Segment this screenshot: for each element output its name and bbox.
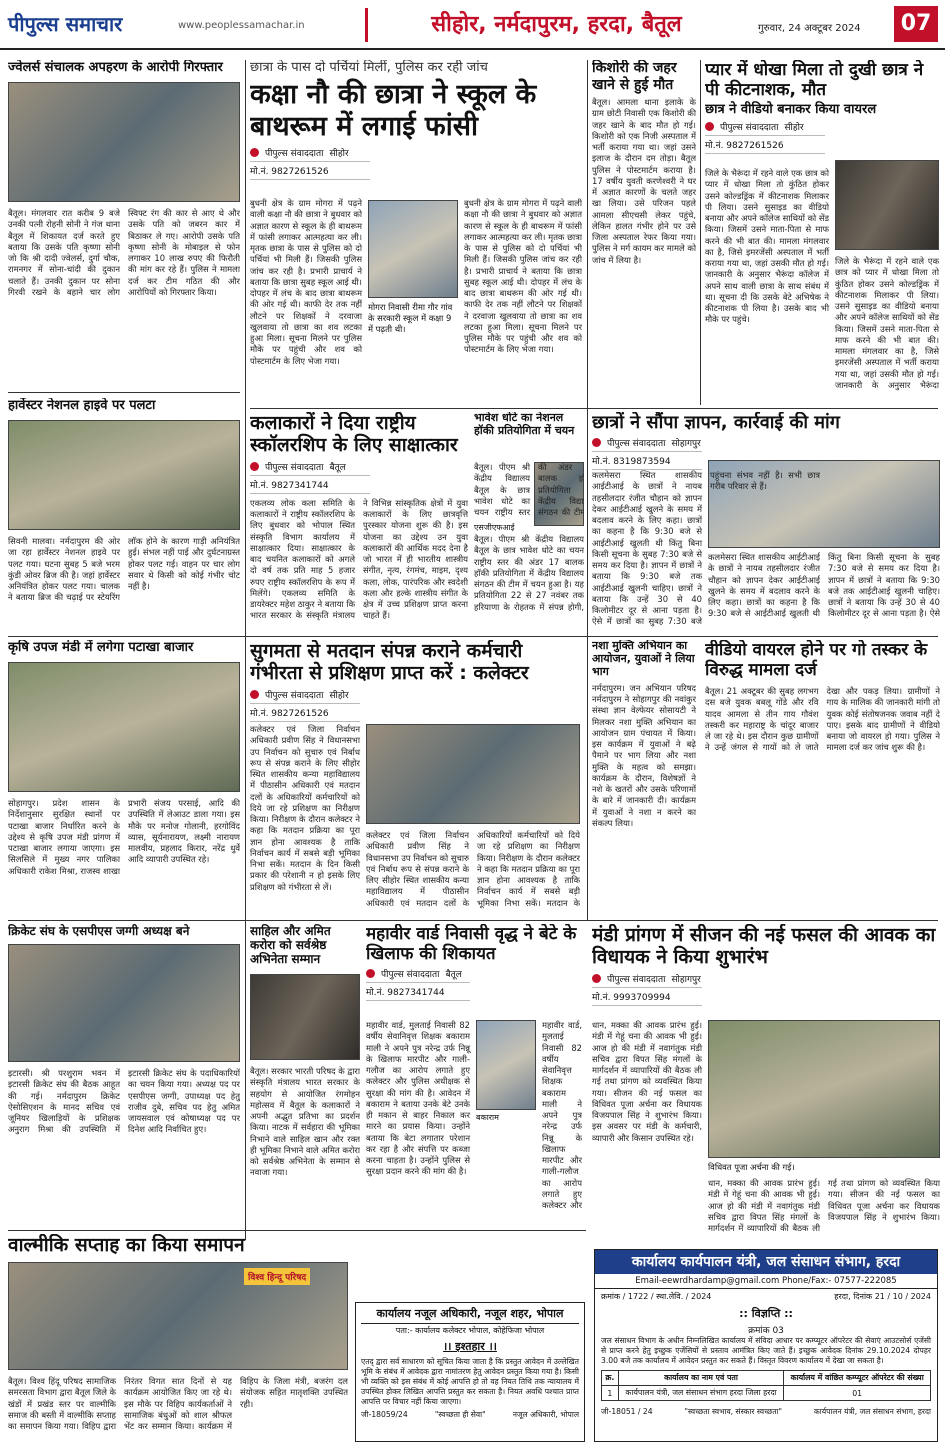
headline: प्यार में धोखा मिला तो दुखी छात्र ने पी कीटनाशक, मौत [705, 60, 924, 101]
story-jeweller-kidnap [8, 60, 240, 388]
story-body: सोहागपुर। प्रदेश शासन के निर्देशानुसार सुरक्षित स्थानों पर पटाखा बाजार निर्धारित करने के उद्देश्य से कृषि उपज मंडी प्रांगण में पटाखा बाजार लगाया जाएगा। इस सिलसिले में मुख्य नगर पालिका अधिकारी राकेश मिश्रा, राजस्व शाखा प्रभारी संजय परसाई, आदि की उपस्थिति में लेआउट डाला गया। इस मौके पर मनोज गोलानी, हरगोविंद व्यास, सूर्यनारायण, लक्ष्मी नारायण मालवीय, प्रहलाद किरार, नरेंद्र धुर्वे आदि व्यापारी उपस्थित रहे। [8, 798, 240, 876]
story-body-cont: कलेक्टर एवं जिला निर्वाचन अधिकारी प्रवीण सिंह ने विधानसभा उप निर्वाचन को सुचारु एवं निर्बाध रूप से संपन्न कराने के लिए सीहोर स्थित शासकीय कन्या महाविद्यालय में पीठासीन अधिकारी एवं मतदान दलों के अधिकारियों कर्मचारियों को दिये जा रहे प्रशिक्षण का निरीक्षण किया। निरीक्षण के दौरान कलेक्टर ने कहा कि मतदान प्रक्रिया का पूरा ज्ञान होना आवश्यक है ताकि निर्वाचन कार्य में सबसे बड़ी भूमिका निभा सकें। मतदान के [366, 830, 580, 908]
water-resources-advert [594, 1249, 938, 1442]
photo-mla-pooja [708, 1020, 940, 1158]
story-artists-scholarship [250, 412, 468, 630]
table-row: 1 कार्यपालन यंत्री, जल संसाधन संभाग हरदा जिला हरदा 01 [602, 1386, 931, 1401]
advert-contact[interactable]: Email-eewrdhardamp@gmail.com Phone/Fax:- 07577-222085 [595, 1274, 937, 1289]
advert-heading: :: विज्ञप्ति :: [739, 1307, 793, 1320]
headline: कृषि उपज मंडी में लगेगा पटाखा बाजार [8, 640, 194, 655]
notice-heading: ।। इश्तहार ।। [443, 1340, 497, 1353]
advert-body: जल संसाधन विभाग के अधीन निम्नलिखित कार्यालय में संविदा आधार पर कम्प्यूटर ऑपरेटर की सेवाएं आउटसोर्स एजेंसी से प्राप्त करने हेतु इच्छुक एजेंसियों से प्रस्ताव आमंत्रित किए जाते हैं। इच्छुक आवेदक दिनांक 29.10.2024 दोपहर 3.00 बजे तक कार्यालय में आवेदन प्रस्तुत कर सकते हैं। विस्तृत विवरण कार्यालय में देखा जा सकता है। [601, 1336, 931, 1366]
headline: मंडी प्रांगण में सीजन की नई फसल की आवक का विधायक ने किया शुभारंभ [592, 924, 936, 969]
story-students-memo [592, 412, 940, 630]
story-body: बैतूल। सरकार भारती परिषद के द्वारा संस्कृति मंत्रालय भारत सरकार के सहयोग से आयोजित रंगमोहन महोत्सव में बैतूल के कलाकारों ने अपनी अद्भुत प्रतिभा का प्रदर्शन किया। नाटक में सर्वहारा की भूमिका निभाने वाले साहिल खान और रक्त ही भूमिका निभाने वाले अमित करोरा को सर्वश्रेष्ठ अभिनेता के सम्मान से नवाजा गया। [250, 1066, 360, 1178]
photo-accused [8, 82, 240, 202]
story-best-actor [250, 924, 360, 1224]
section-divider [8, 1230, 586, 1231]
banner-vhp: विश्व हिन्दू परिषद [244, 1268, 310, 1285]
subheadline: छात्र ने वीडियो बनाकर किया वायरल [705, 102, 877, 118]
story-cracker-market [8, 640, 240, 915]
story-cow-smuggler [705, 640, 940, 915]
story-student-pesticide [705, 60, 940, 400]
byline-dot-icon [592, 438, 601, 447]
byline: पीपुल्स संवाददाता सीहोर [250, 146, 582, 159]
story-body: बैतूल। आमला थाना इलाके के ग्राम छोटी निवासी एक किशोरी की जहर खाने के बाद मौत हो गई। किशोरी को एक निजी अस्पताल में भर्ती कराया गया था। जहां उसने इलाज के दौरान दम तोड़ा। बैतूल पुलिस ने पोस्टमार्टम कराया है। 17 वर्षीय युवती करणेश्वरी ने घर में अज्ञात कारणों के चलते जहर खा लिया। उसे परिजन पहले आमला सीएचसी लेकर पहुंचे, लेकिन हालत गंभीर होने पर उसे जिला अस्पताल रेफर किया गया। पुलिस ने मर्ग कायम कर मामले को जांच में लिया है। [592, 97, 696, 265]
headline: भावेश धोटे का नेशनल हॉकी प्रतियोगिता में चयन [474, 412, 575, 437]
advert-reference: क्रमांक / 1722 / स्था.लेवि. / 2024 हरदा, दिनांक 21 / 10 / 2024 [601, 1292, 931, 1301]
story-drug-free-campaign [592, 640, 696, 915]
story-body: बैतूल। मंगलवार रात करीब 9 बजे उनकी पत्नी रोहनी सोनी ने गंज थाना बैतूल में शिकायत दर्ज करते हुए बताया कि उसके पति कृष्णा सोनी जो कि श्री दादी ज्वेलर्स, दुर्गा चौक, रामनगर में सोना-चांदी की दुकान चलाते हैं। उनकी दुकान पर सोना गिरवी रखने के बहाने चार लोग स्विफ्ट रंग की कार से आए थे और उसके पति को जबरन कार में बिठाकर ले गए। आरोपी उसके पति कृष्णा सोनी के मोबाइल से फोन लगाकर 10 लाख रुपए की फिरौती की मांग कर रहे हैं। पुलिस ने मामला दर्ज कर टीम गठित की और आरोपियों को गिरफ्तार किया। [8, 208, 240, 297]
reporter-phone: मो.नं. 9993709994 [592, 987, 702, 1006]
story-body: कलमेसरा स्थित शासकीय आईटीआई के छात्रों ने नायब तहसीलदार रंजीत चौहान को ज्ञापन देकर आईटीआई खुलने के समय में बदलाव करने के लिए कहा। छात्रों का कहना है कि 9:30 बजे से आईटीआई खुलती थी किंतु बिना किसी सूचना के सुबह 7:30 बजे से समय कर दिया है। ज्ञापन में छात्रों ने बताया कि 9:30 बजे तक आईटीआई खुलनी चाहिए। छात्रों ने बताया कि उन्हें 30 से 40 किलोमीटर दूर से आना पड़ता है। ऐसे में छात्रों का सुबह 7:30 बजे [592, 470, 702, 627]
story-body: बैतूल। 21 अक्टूबर की सुबह लगभग दस बजे युवक बबलू गोंडे और रवि यादव आमला से तीन गाय गौवंश तस्करी कर महाराष्ट्र के चांदूर बाजार ले जा रहे थे। इस दौरान कुछ ग्रामीणों ने उन्हें जंगल से गायों को ले जाते देखा और पकड़ लिया। ग्रामीणों ने गाय के मालिक की जानकारी मांगी तो युवक कोई संतोषजनक जवाब नहीं दे पाए। इसके बाद ग्रामीणों ने वीडियो बनाया जो वायरल हो गया। पुलिस ने मामला दर्ज कर जांच शुरू की है। [705, 686, 940, 753]
newspaper-brand: पीपुल्स समाचार [8, 12, 123, 36]
notice-title: कार्यालय नजूल अधिकारी, नजूल शहर, भोपाल [361, 1306, 579, 1324]
story-body: बैतूल। विश्व हिंदू परिषद सामाजिक समरसता विभाग द्वारा बैतूल जिले के खंडों में प्रखंड स्तर पर वाल्मीकि समाज की बस्ती में वाल्मीकि सप्ताह का समापन किया गया। विहिप द्वारा निरंतर विगत सात दिनों से यह कार्यक्रम आयोजित किए जा रहे थे। इस मौके पर विहिप कार्यकर्ताओं ने सामाजिक बंधुओं को शाल श्रीफल भेंट कर सम्मान किया। कार्यक्रम में विहिप के जिला मंत्री, बजरंग दल संयोजक सहित मातृशक्ति उपस्थित रही। [8, 1376, 348, 1431]
story-body-cont: महावीर वार्ड, मुलताई निवासी 82 वर्षीय सेवानिवृत्त शिक्षक बकाराम माली ने अपने पुत्र नरेन्द्र उर्फ निन्नू के खिलाफ मारपीट और गाली-गलौज का आरोप लगाते हुए कलेक्टर और [542, 1020, 582, 1210]
photo-mandi [8, 662, 240, 792]
headline: वीडियो वायरल होने पर गो तस्कर के विरुद्ध मामला दर्ज [705, 640, 928, 681]
headline: ज्वेलर्स संचालक अपहरण के आरोपी गिरफ्तार [8, 60, 223, 75]
photo-caption: विधिवत पूजा अर्चना की गई। [708, 1162, 795, 1172]
notice-address: पता:- कार्यालय कलेक्टर भोपाल, कोहेफिजा भोपाल [395, 1326, 545, 1335]
reporter-phone: मो.नं. 9827261526 [705, 135, 825, 154]
story-mandi-inauguration [592, 924, 940, 1242]
headline: नशा मुक्ति अभियान का आयोजन, युवाओं ने लिया भाग [592, 640, 695, 678]
story-body-cont: बुधनी क्षेत्र के ग्राम मोगरा में पढ़ने वाली कक्षा नौ की छात्रा ने बुधवार को अज्ञात कारण से स्कूल के ही बाथरूम में फांसी लगाकर आत्महत्या कर ली। मृतक छात्रा के पास से पुलिस को दो पर्चियां भी मिली हैं। जिसकी पुलिस जांच कर रही है। प्रभारी प्राचार्य ने बताया कि छात्रा सुबह स्कूल आई थी। दोपहर में लंच के बाद छात्रा बाथरूम की ओर गई थी। काफी देर तक नहीं लौटने पर शिक्षकों ने दरवाजा खुलवाया तो छात्रा का शव लटका हुआ मिला। सूचना मिलने पर पुलिस मौके पर पहुंची और शव को पोस्टमार्टम के लिए भेजा गया। [464, 198, 582, 355]
story-body: धान, मक्का की आवक प्रारंभ हुई। मंडी में गेहूं चना की आवक भी हुई। आज हो की मंडी में नवागंतुक मंडी सचिव द्वारा विपत सिंह मंगलों के मार्गदर्शन में व्यापारियों की बैठक ली गई तथा प्रांगण को व्यवस्थित किया गया। सीजन की नई फसल का विधिवत पूजा अर्चना कर विधायक विजयपाल सिंह ने शुभारंभ किया। इस अवसर पर मंडी के कर्मचारी, व्यापारी और किसान उपस्थित रहे। [592, 1020, 702, 1143]
byline-dot-icon [366, 969, 375, 978]
headline: सुगमता से मतदान संपन्न कराने कर्मचारी गंभीरता से प्रशिक्षण प्राप्त करें : कलेक्टर [250, 640, 529, 685]
reporter-phone: मो.नं. 9827261526 [250, 703, 360, 722]
story-body: कलेक्टर एवं जिला निर्वाचन अधिकारी प्रवीण सिंह ने विधानसभा उप निर्वाचन को सुचारु एवं निर्बाध रूप से संपन्न कराने के लिए सीहोर स्थित शासकीय कन्या महाविद्यालय में पीठासीन अधिकारी एवं मतदान दलों के अधिकारियों कर्मचारियों को दिये जा रहे प्रशिक्षण का निरीक्षण किया। निरीक्षण के दौरान कलेक्टर ने कहा कि मतदान प्रक्रिया का पूरा ज्ञान होना आवश्यक है ताकि निर्वाचन कार्य में सबसे बड़ी भूमिका निभा सकें। मतदान के दिन किसी प्रकार की परेशानी न हो इसके लिए प्रशिक्षण को गंभीरता से लें। [250, 724, 360, 892]
headline: साहिल और अमित करोरा को सर्वश्रेष्ठ अभिनेता सम्मान [250, 924, 331, 967]
byline-dot-icon [705, 122, 714, 131]
story-harvester-overturn [8, 398, 240, 630]
headline: कलाकारों ने दिया राष्ट्रीय स्कॉलरशिप के लिए साक्षात्कार [250, 412, 458, 457]
advert-office: कार्यालय कार्यपालन यंत्री, जल संसाधन संभाग, हरदा [595, 1250, 937, 1274]
byline: पीपुल्स संवाददाता सोहागपुर [592, 436, 940, 449]
headline: किशोरी की जहर खाने से हुई मौत [592, 60, 677, 93]
section-divider [250, 408, 938, 409]
story-body-cont: जिले के भैरूंदा में रहने वाले एक छात्र को प्यार में धोखा मिला तो कुंठित होकर उसने कोल्डड्रिंक में कीटनाशक मिलाकर पी लिया। उसने सुसाइड का वीडियो बनाया और अपने कॉलेज साथियों को सेंड किया। जिसमें उसने माता-पिता से माफ करने की भी बात की। मामला मंगलवार का है, जिसे इमरजेंसी अस्पताल में भर्ती कराया गया था, जहां उसकी मौत हो गई। जानकारी के अनुसार भैरूंदा [835, 256, 939, 390]
advert-subheading: क्रमांक 03 [748, 1326, 784, 1336]
story-valmiki-week [8, 1234, 348, 1442]
story-body: इटारसी। श्री परशुराम भवन में इटारसी क्रिकेट संघ की बैठक आहूत की गई। नर्मदापुरम क्रिकेट ऐसोसिएशन के मानद सचिव एवं जूनियर खिलाड़ियों के प्रशिक्षक अनुराग मिश्रा की उपस्थिति में इटारसी क्रिकेट संघ के पदाधिकारियों का चयन किया गया। अध्यक्ष पद पर एसपीएस जग्गी, उपाध्यक्ष पद हेतु राजीव दुबे, सचिव पद हेतु अमित जायसवाल एवं कोषाध्यक्ष पद पर दिनेश आदि निर्वाचित हुए। [8, 1068, 240, 1135]
districts-banner: सीहोर, नर्मदापुरम, हरदा, बैतूल [365, 8, 745, 42]
kicker: छात्रा के पास दो पर्चियां मिलीं, पुलिस कर रही जांच [250, 60, 488, 75]
story-body: महावीर वार्ड, मुलताई निवासी 82 वर्षीय सेवानिवृत्त शिक्षक बकाराम माली ने अपने पुत्र नरेन्द्र उर्फ निन्नू के खिलाफ मारपीट और गाली-गलौज का आरोप लगाते हुए कलेक्टर और पुलिस अधीक्षक से सुरक्षा की मांग की है। आवेदन में बकाराम ने बताया उनके बेटे उनके ही मकान से बाहर निकाल कर मारने का प्रयास किया। उन्होंने बताया कि बेटा लगातार परेशान कर रहा है और संपत्ति पर कब्जा करना चाहता है। उन्होंने पुलिस से सुरक्षा प्रदान करने की मांग की है। [366, 1020, 470, 1177]
notice-footer: जी-18059/24 "स्वच्छता ही सेवा" नजूल अधिकारी, भोपाल [361, 1410, 579, 1420]
reporter-phone: मो.नं. 9827341744 [250, 475, 370, 494]
column-divider [587, 60, 588, 920]
story-body-cont: बैतूल। पीएम श्री केंद्रीय विद्यालय बैतूल के छात्र भावेश धोटे का चयन राष्ट्रीय स्तर की अंडर 17 बालक हॉकी प्रतियोगिता में केंद्रीय विद्यालय संगठन की टीम में चयन हुआ है। यह प्रतियोगिता 22 से 27 नवंबर तक हरियाणा के रोहतक में संपन्न होगी, [474, 534, 584, 612]
column-divider [245, 60, 246, 1240]
reporter-phone: मो.नं. 8319873594 [592, 451, 702, 470]
story-body-cont: कलमेसरा स्थित शासकीय आईटीआई के छात्रों ने नायब तहसीलदार रंजीत चौहान को ज्ञापन देकर आईटीआई खुलने के समय में बदलाव करने के लिए कहा। छात्रों का कहना है कि 9:30 बजे से आईटीआई खुलती थी किंतु बिना किसी सूचना के सुबह 7:30 बजे से समय कर दिया है। ज्ञापन में छात्रों ने बताया कि 9:30 बजे तक आईटीआई खुलनी चाहिए। छात्रों ने बताया कि उन्हें 30 से 40 किलोमीटर दूर से आना पड़ता है। ऐसे [708, 552, 940, 619]
story-body: एकलव्य लोक कला समिति के कलाकारों ने राष्ट्रीय स्कॉलरशिप के लिए बुधवार को भोपाल स्थित संस्कृति विभाग कार्यालय में साक्षात्कार दिया। साक्षात्कार के बाद चयनित कलाकारों को अगले दो वर्ष तक प्रति माह 5 हजार रुपए राष्ट्रीय स्कॉलरशिप के रूप में मिलेंगे। एकलव्य समिति के डायरेक्टर महेश ठाकुर ने बताया कि भारत सरकार के संस्कृति मंत्रालय ने विभिन्न सांस्कृतिक क्षेत्रों में युवा कलाकारों के लिए छात्रवृत्ति पुरस्कार योजना शुरू की है। इस योजना का उद्देश्य उन युवा कलाकारों की आर्थिक मदद देना है जो भारत में ही भारतीय शास्त्रीय संगीत, नृत्य, रंगमंच, माइम, दृश्य कला, लोक, पारंपरिक और स्वदेशी कला और हल्के शास्त्रीय संगीत के क्षेत्र में उच्च प्रशिक्षण प्राप्त करना चाहते हैं। [250, 497, 468, 621]
photo-label: एसजीएफआई [474, 523, 515, 532]
section-divider [8, 920, 938, 921]
headline: हार्वेस्टर नेशनल हाइवे पर पलटा [8, 398, 156, 413]
photo-cricket-members [8, 944, 240, 1062]
photo-student [835, 160, 939, 250]
byline-dot-icon [592, 974, 601, 983]
story-body: बैतूल। पीएम श्री केंद्रीय विद्यालय बैतूल के छात्र भावेश धोटे का चयन राष्ट्रीय स्तर [474, 462, 530, 517]
photo-caption: बकाराम [476, 1113, 499, 1122]
story-body: सिवनी मालवा। नर्मदापुरम की ओर जा रहा हार्वेस्टर नेशनल हाइवे पर पलट गया। घटना सुबह 5 बजे भरम कुंडी ओवर ब्रिज की है। जहां हार्वेस्टर अनियंत्रित होकर पलट गया। चालक ने बताया ब्रिज की चढ़ाई पर स्टेयरिंग लॉक होने के कारण गाड़ी अनियंत्रित हुई। संभल नहीं पाई और दुर्घटनाग्रस्त होकर पलट गई। वाहन पर चार लोग सवार थे किसी को कोई गंभीर चोट नहीं है। [8, 536, 240, 603]
headline: वाल्मीकि सप्ताह का किया समापन [8, 1234, 245, 1256]
photo-school [368, 200, 458, 298]
story-body-cont: धान, मक्का की आवक प्रारंभ हुई। मंडी में गेहूं चना की आवक भी हुई। आज हो की मंडी में नवागंतुक मंडी सचिव द्वारा विपत सिंह मंगलों के मार्गदर्शन में व्यापारियों की बैठक ली गई तथा प्रांगण को व्यवस्थित किया गया। सीजन की नई फसल का विधिवत पूजा अर्चना कर विधायक विजयपाल सिंह ने शुभारंभ किया। [708, 1178, 940, 1233]
byline: पीपुल्स संवाददाता बैतूल [366, 967, 582, 980]
byline-dot-icon [250, 462, 259, 471]
story-cricket-association [8, 924, 240, 1224]
story-hockey-selection [474, 412, 584, 630]
reporter-phone: मो.नं. 9827341744 [366, 982, 470, 1001]
notice-body: एतद् द्वारा सर्व साधारण को सूचित किया जाता है कि प्रस्तुत आवेदन में उल्लेखित भूमि के संबंध में आवेदक द्वारा नामांतरण हेतु आवेदन प्रस्तुत किया गया है। किसी भी व्यक्ति को इस संबंध में कोई आपत्ति हो तो वह नियत तिथि तक न्यायालय में उपस्थित होकर लिखित आपत्ति प्रस्तुत कर सकता है। नियत अवधि पश्चात प्राप्त आपत्ति पर विचार नहीं किया जाएगा। [361, 1357, 579, 1407]
byline: पीपुल्स संवाददाता सीहोर [705, 120, 940, 133]
table-header-row: क्र. कार्यालय का नाम एवं पता कार्यालय में वांछित कम्प्यूटर ऑपरेटर की संख्या [602, 1371, 931, 1386]
story-election-training [250, 640, 580, 915]
advert-table [601, 1370, 931, 1401]
column-divider [700, 60, 701, 405]
byline: पीपुल्स संवाददाता सीहोर [250, 688, 580, 701]
story-body: जिले के भैरूंदा में रहने वाले एक छात्र को प्यार में धोखा मिला तो कुंठित होकर उसने कोल्डड्रिंक में कीटनाशक मिलाकर पी लिया। उसने सुसाइड का वीडियो बनाया और अपने कॉलेज साथियों को सेंड किया। जिसमें उसने माता-पिता से माफ करने की भी बात की। मामला मंगलवार का है, जिसे इमरजेंसी अस्पताल में भर्ती कराया गया था, जहां उसकी मौत हो गई। जानकारी के अनुसार भैरूंदा कॉलेज में अपने साथ वाली छात्रा के साथ संबंध में था। सूचना दी कि उसके बेटे अभिषेक ने कीटनाशक पी लिया है। उसके बाद भी मौके पर पहुंचे। [705, 168, 830, 325]
reporter-phone: मो.नं. 9827261526 [250, 161, 370, 180]
story-student-suicide [250, 60, 582, 390]
advert-footer: जी-18051 / 24 "स्वच्छता स्वभाव, संस्कार स्वच्छता" कार्यपालन यंत्री, जल संसाधन संभाग, हरदा [601, 1407, 931, 1417]
page-number: 07 [894, 6, 938, 42]
byline: पीपुल्स संवाददाता बैतूल [250, 460, 468, 473]
section-divider [8, 636, 938, 637]
photo-actors [250, 974, 360, 1060]
headline: क्रिकेट संघ के एसपीएस जग्गी अध्यक्ष बने [8, 924, 190, 938]
story-elderly-complaint [366, 924, 582, 1224]
website-url[interactable]: www.peoplessamachar.in [178, 20, 305, 31]
story-body: बुधनी क्षेत्र के ग्राम मोगरा में पढ़ने वाली कक्षा नौ की छात्रा ने बुधवार को अज्ञात कारण से स्कूल के ही बाथरूम में फांसी लगाकर आत्महत्या कर ली। मृतक छात्रा के पास से पुलिस को दो पर्चियां भी मिली हैं। जिसकी पुलिस जांच कर रही है। प्रभारी प्राचार्य ने बताया कि छात्रा सुबह स्कूल आई थी। दोपहर में लंच के बाद छात्रा बाथरूम की ओर गई थी। काफी देर तक नहीं लौटने पर शिक्षकों ने दरवाजा खुलवाया तो छात्रा का शव लटका हुआ मिला। सूचना मिलने पर पुलिस मौके पर पहुंची और शव को पोस्टमार्टम के लिए भेजा गया। [250, 198, 362, 366]
issue-date: गुरुवार, 24 अक्टूबर 2024 [758, 23, 861, 34]
byline-dot-icon [250, 148, 259, 157]
photo-caption: मोगरा निवासी रीमा गौर गांव के सरकारी स्कूल में कक्षा 9 में पढ़ती थी। [368, 302, 453, 334]
story-body: नर्मदापुरम। जन अभियान परिषद नर्मदापुरम ने सोहागपुर की नवांकुर संस्था ज्ञान वेल्फेयर सोसायटी ने मिलकर नशा मुक्ति अभियान का आयोजन ग्राम पंचायत में किया। इस कार्यक्रम में युवाओं ने बढ़े पैमाने पर भाग लिया और नशा मुक्ति के महत्व को समझा। कार्यक्रम के दौरान, विशेषज्ञों ने नशे के खतरों और उसके परिणामों के बारे में जानकारी दी। कार्यक्रम में युवाओं ने नशा न करने का संकल्प लिया। [592, 682, 696, 828]
photo-harvester [8, 420, 240, 530]
photo-bakaram [476, 1020, 536, 1110]
nazul-notice [355, 1302, 585, 1442]
headline: छात्रों ने सौंपा ज्ञापन, कार्रवाई की मांग [592, 412, 840, 433]
story-girl-poison [592, 60, 696, 400]
byline-dot-icon [250, 690, 259, 699]
section-divider [8, 392, 240, 393]
byline: पीपुल्स संवाददाता सोहागपुर [592, 972, 940, 985]
photo-training [366, 724, 580, 824]
headline: महावीर वार्ड निवासी वृद्ध ने बेटे के खिलाफ की शिकायत [366, 924, 577, 965]
masthead [0, 0, 945, 50]
headline: कक्षा नौ की छात्रा ने स्कूल के बाथरूम में लगाई फांसी [250, 79, 537, 143]
